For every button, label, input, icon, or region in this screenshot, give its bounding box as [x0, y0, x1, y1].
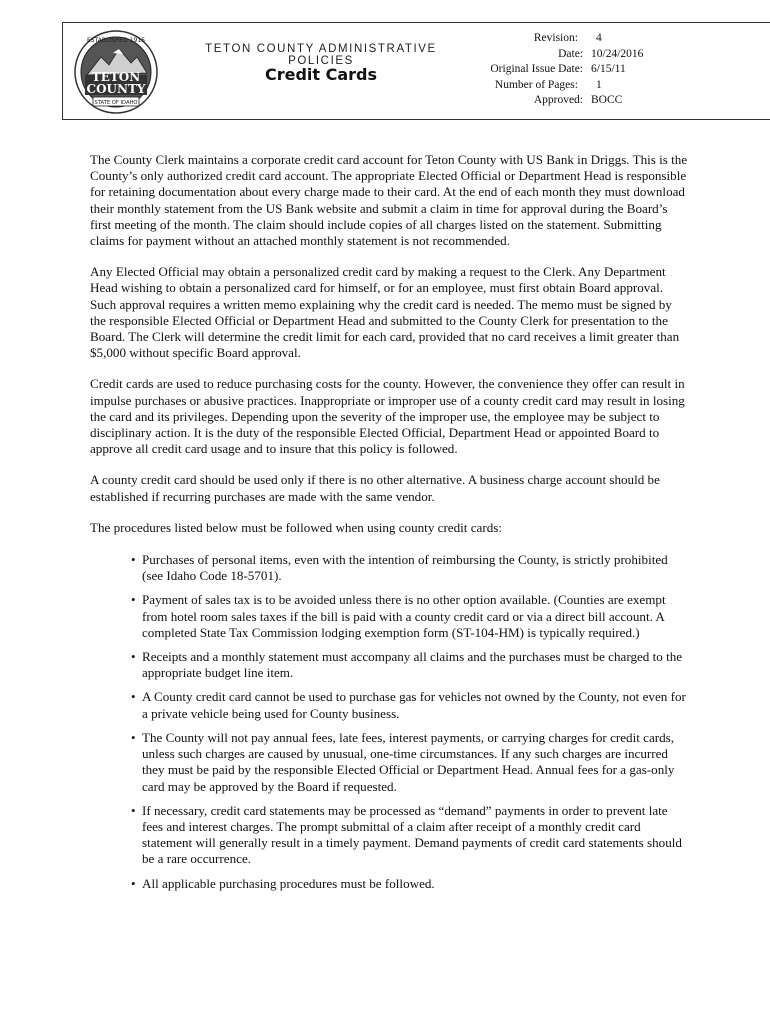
paragraph: A county credit card should be used only if there is no other alternative. A business charge account should be established if recurring purchases are made with the same vendor.	[90, 472, 660, 504]
meta-value: BOCC	[591, 94, 623, 106]
seal-banner: STATE OF IDAHO	[94, 100, 138, 106]
meta-row-approved	[463, 93, 663, 109]
organization-title: TETON COUNTY ADMINISTRATIVE POLICIES	[205, 43, 437, 67]
list-item: • Receipts and a monthly statement must accompany all claims and the purchases must be charged to the appropriate budget line item.	[132, 649, 690, 681]
seal-line2: COUNTY	[86, 82, 146, 96]
meta-value: 4	[595, 32, 602, 44]
page-title: Credit Cards	[264, 65, 378, 84]
meta-row-date	[463, 47, 663, 63]
list-item: • Payment of sales tax is to be avoided unless there is no other option available. (Counties are exempt from hotel room sales taxes if the bill is paid with a county credit card or via a direct bill account. A completed State Tax Commission lodging exemption form (ST-104-HM) is typically required.)	[132, 592, 690, 641]
procedures-list	[90, 552, 690, 892]
list-item: • If necessary, credit card statements may be processed as “demand” payments in order to prevent late fees and interest charges. The prompt submittal of a claim after receipt of a monthly credit card statement will generally result in a timely payment. Demand payments of credit card statements should be a rare occurrence.	[132, 803, 690, 868]
paragraph: The County Clerk maintains a corporate credit card account for Teton County with US Bank in Driggs. This is the County’s only authorized credit card account. The appropriate Elected Official or Department Head is responsible for retaining documentation about every charge made to their card. At the end of each month they must download their monthly statement from the US Bank website and submit a claim in time for approval during the Board’s first meeting of the month. The claim should include copies of all charges listed on the statement. Submitting claims for payment without an attached monthly statement is not recommended.	[90, 152, 688, 249]
meta-row-original-issue-date	[463, 62, 663, 78]
meta-label: Original Issue Date:	[490, 63, 583, 75]
paragraph: Any Elected Official may obtain a personalized credit card by making a request to the Clerk. Any Department Head wishing to obtain a personalized card for himself, or for an employee, must first obtain Board approval. Such approval requires a written memo explaining why the credit card is needed. The memo must be signed by the responsible Elected Official or Department Head and submitted to the County Clerk for presentation to the Board. The Clerk will determine the credit limit for each card, provided that no card receives a limit greater than $5,000 without specific Board approval.	[90, 264, 680, 361]
meta-label: Approved:	[533, 94, 583, 106]
list-item: • A County credit card cannot be used to purchase gas for vehicles not owned by the County, not even for a private vehicle being used for County business.	[132, 689, 690, 721]
list-item: • The County will not pay annual fees, late fees, interest payments, or carrying charges for credit cards, unless such charges are caused by unusual, one-time circumstances. If any such charges are incurred they must be paid by the responsible Elected Official or Department Head. Annual fees for a gas-only card may be approved by the Board if requested.	[132, 730, 690, 795]
meta-value: 1	[595, 78, 602, 91]
paragraph: Credit cards are used to reduce purchasing costs for the county. However, the convenience they offer can result in impulse purchases or abusive practices. Inappropriate or improper use of a county credit card may result in losing the card and its privileges. Depending upon the severity of the improper use, the employee may be subject to disciplinary action. It is the duty of the responsible Elected Official, Department Head or appointed Board to approve all credit card usage and to insure that this policy is followed.	[90, 376, 685, 457]
meta-row-number-of-pages	[463, 78, 663, 94]
seal-line1: TETON	[91, 70, 141, 84]
meta-row-revision	[463, 31, 663, 47]
meta-label: Number of Pages:	[494, 78, 578, 91]
meta-label: Date:	[558, 47, 583, 60]
revision-info	[463, 31, 663, 109]
county-seal-logo	[73, 29, 159, 115]
list-item: • Purchases of personal items, even with the intention of reimbursing the County, is strictly prohibited (see Idaho Code 18-5701).	[132, 552, 690, 584]
meta-label: Revision:	[533, 32, 578, 44]
seal-top-text: ESTABLISHED 1915	[86, 37, 146, 44]
list-item: • All applicable purchasing procedures must be followed.	[132, 876, 690, 892]
meta-value: 6/15/11	[591, 63, 626, 75]
policy-header	[62, 22, 770, 120]
policy-body	[90, 152, 690, 900]
meta-value: 10/24/2016	[591, 47, 644, 60]
procedures-intro: The procedures listed below must be followed when using county credit cards:	[90, 519, 502, 535]
